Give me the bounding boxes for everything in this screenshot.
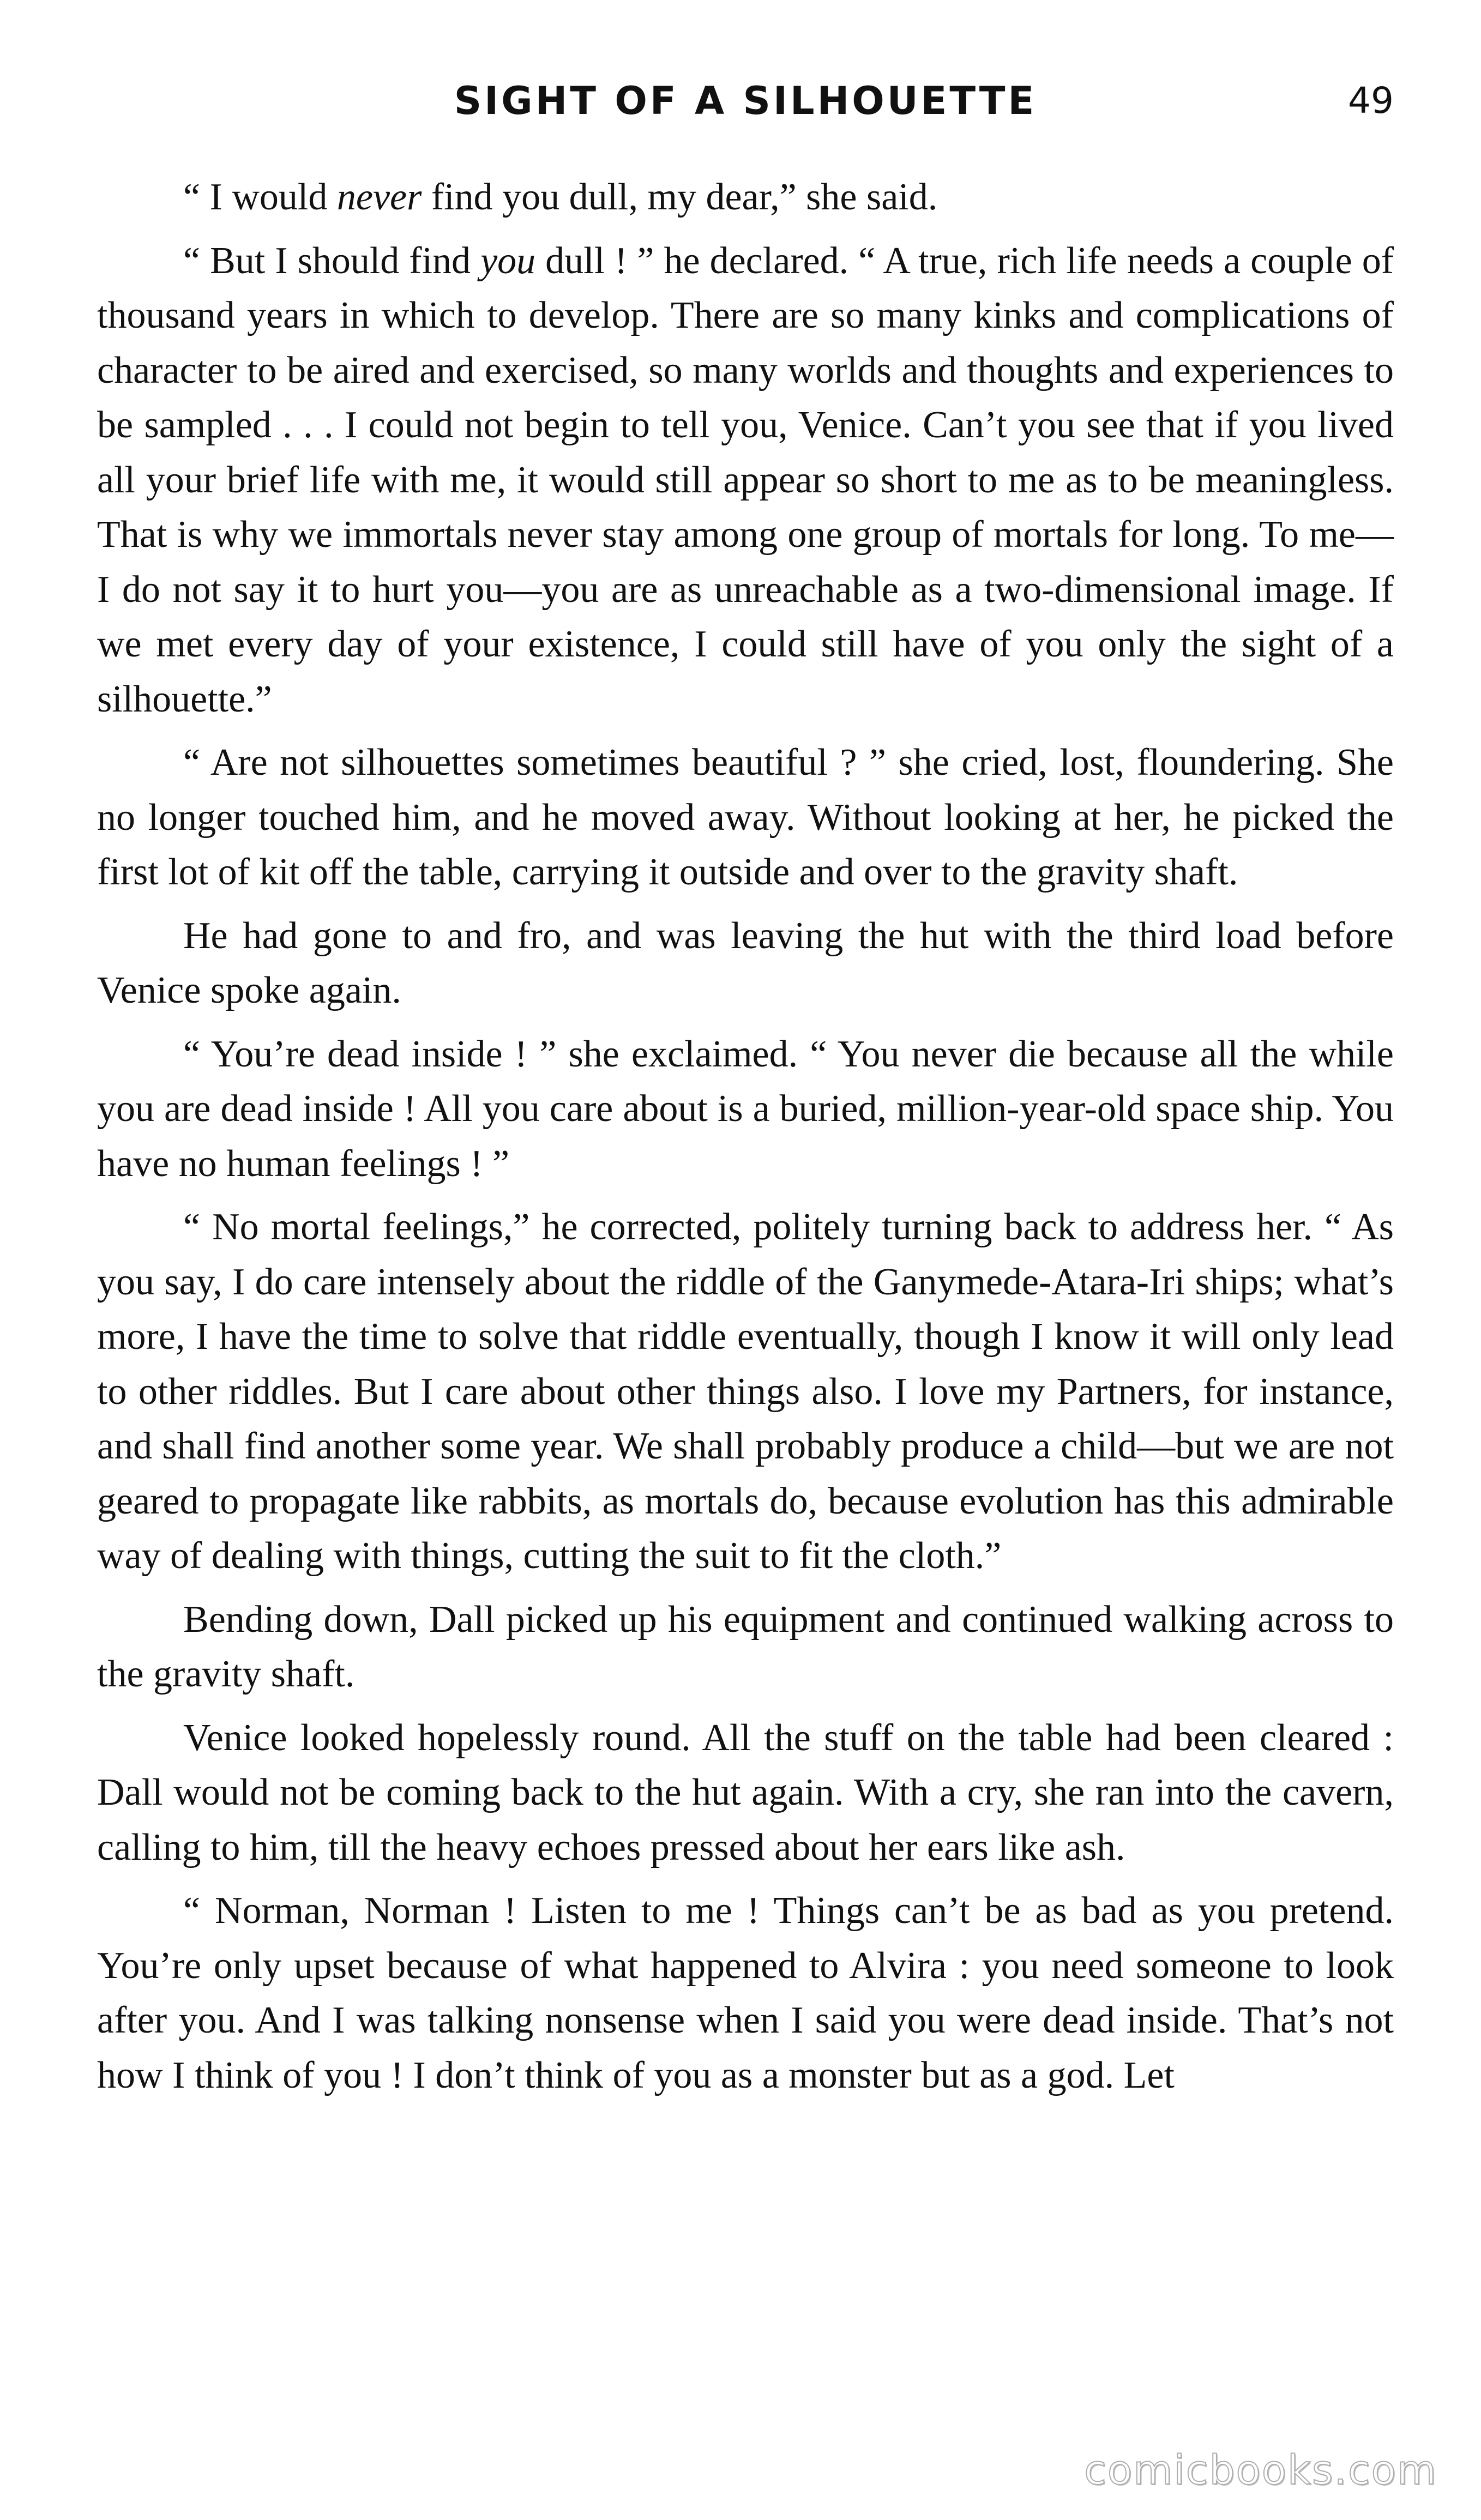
- paragraph: [97, 170, 1394, 225]
- paragraph: [97, 1884, 1394, 2103]
- text-segment: “ No mortal feelings,” he corrected, politely turning back to address her. “ As you say, I do care intensely about the riddle of the Ganymede-Atara-Iri ships; what’s more, I have the time to solve that riddle eventually, though I know it will only lead to other riddles. But I care about other things also. I love my Partners, for instance, and shall find another some year. We shall probably produce a child—but we are not geared to propagate like rabbits, as mortals do, because evolution has this admirable way of dealing with things, cutting the suit to fit the cloth.”: [97, 1206, 1394, 1577]
- text-segment: find you dull, my dear,” she said.: [422, 176, 938, 218]
- text-segment: Venice looked hopelessly round. All the stuff on the table had been cleared : Dall would not be coming back to the hut again. With a cry, she ran into the cavern, calling to him, till the heavy echoes pressed about her ears like ash.: [97, 1716, 1394, 1868]
- paragraph: [97, 909, 1394, 1018]
- paragraph: [97, 735, 1394, 900]
- text-segment: “ You’re dead inside ! ” she exclaimed. “ You never die because all the while you are dead inside ! All you care about is a buried, million-year-old space ship. You have no human feelings ! ”: [97, 1033, 1394, 1185]
- text-segment: “ I would: [183, 176, 337, 218]
- paragraph: [97, 1711, 1394, 1876]
- paragraph: [97, 234, 1394, 727]
- text-segment: “ Norman, Norman ! Listen to me ! Things can’t be as bad as you pretend. You’re only upset because of what happened to Alvira : you need someone to look after you. And I was talking nonsense when I said you were dead inside. That’s not how I think of you ! I don’t think of you as a monster but as a god. Let: [97, 1890, 1394, 2096]
- text-segment: “ But I should find: [183, 239, 481, 282]
- text-segment: “ Are not silhouettes sometimes beautiful ? ” she cried, lost, floundering. She no longer touched him, and he moved away. Without looking at her, he picked the first lot of kit off the table, carrying it outside and over to the gravity shaft.: [97, 741, 1394, 893]
- italic-text: you: [480, 239, 536, 282]
- running-head: SIGHT OF A SILHOUETTE: [454, 79, 1037, 123]
- paragraph: [97, 1200, 1394, 1584]
- page-number: 49: [1348, 80, 1394, 122]
- text-segment: He had gone to and fro, and was leaving the hut with the third load before Venice spoke again.: [97, 914, 1394, 1011]
- paragraph: [97, 1027, 1394, 1192]
- text-segment: dull ! ” he declared. “ A true, rich life needs a couple of thousand years in which to develop. There are so many kinks and complications of character to be aired and exercised, so many worlds and thoughts and experiences to be sampled . . . I could not begin to tell you, Venice. Can’t you see that if you lived all your brief life with me, it would still appear so short to me as to be meaningless. That is why we immortals never stay among one group of mortals for long. To me—I do not say it to hurt you—you are as unreachable as a two-dimensional image. If we met every day of your existence, I could still have of you only the sight of a silhouette.”: [97, 239, 1394, 720]
- paragraph: [97, 1593, 1394, 1702]
- italic-text: never: [336, 176, 422, 218]
- page-header: [97, 71, 1394, 131]
- body-text: [97, 170, 1394, 2103]
- watermark: comicbooks.com: [1084, 2447, 1437, 2494]
- text-segment: Bending down, Dall picked up his equipment and continued walking across to the gravity shaft.: [97, 1598, 1394, 1695]
